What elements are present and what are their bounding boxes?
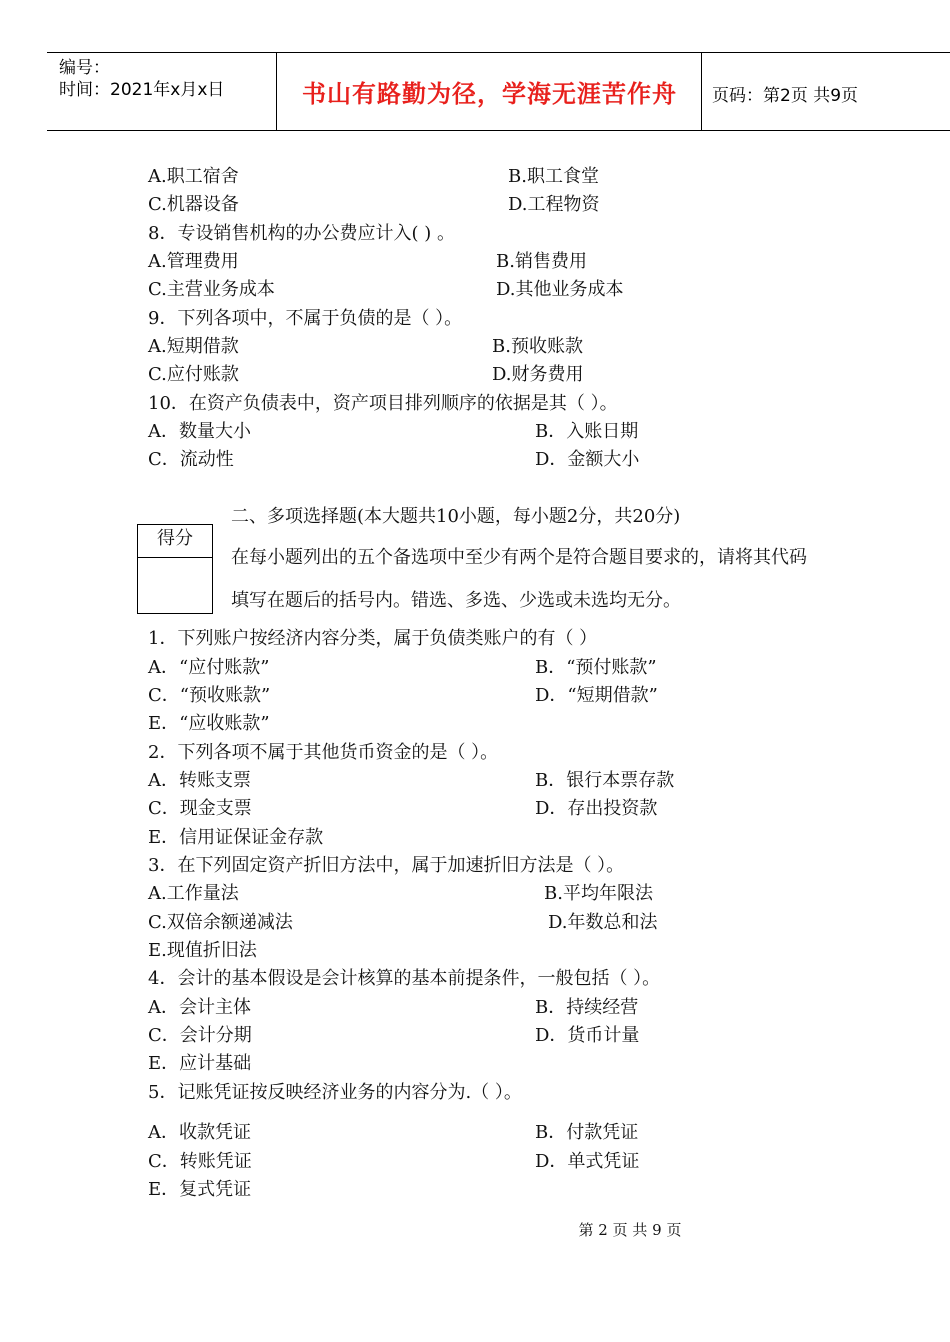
mq3-stem: 3．在下列固定资产折旧方法中，属于加速折旧方法是（ ）。 xyxy=(148,855,625,876)
q7-option-c: C.机器设备 xyxy=(148,194,239,215)
number-label: 编号： xyxy=(59,58,110,78)
mq1-option-e: E．“应收账款” xyxy=(148,713,270,734)
mq4-option-c: C．会计分期 xyxy=(148,1025,252,1046)
page-footer xyxy=(0,1219,950,1240)
section-instruction-line2: 填写在题后的括号内。错选、多选、少选或未选均无分。 xyxy=(231,590,681,611)
mq5-option-c: C．转账凭证 xyxy=(148,1151,252,1172)
mq4-stem: 4．会计的基本假设是会计核算的基本前提条件，一般包括（ ）。 xyxy=(148,968,661,989)
q9-option-c: C.应付账款 xyxy=(148,364,239,385)
mq5-option-e: E．复式凭证 xyxy=(148,1179,252,1200)
mq3-option-b: B.平均年限法 xyxy=(544,883,653,904)
mq4-option-d: D．货币计量 xyxy=(535,1025,640,1046)
q9-option-a: A.短期借款 xyxy=(148,336,239,357)
header-motto: 书山有路勤为径，学海无涯苦作舟 xyxy=(302,80,677,108)
mq3-option-a: A.工作量法 xyxy=(148,883,239,904)
mq1-option-c: C．“预收账款” xyxy=(148,685,271,706)
mq2-option-b: B．银行本票存款 xyxy=(535,770,675,791)
header-page-label: 页码：第2页 共9页 xyxy=(712,86,859,106)
mq4-option-e: E．应计基础 xyxy=(148,1053,252,1074)
mq1-stem: 1．下列账户按经济内容分类，属于负债类账户的有（ ） xyxy=(148,628,598,649)
mq1-option-b: B．“预付账款” xyxy=(535,657,657,678)
mq3-option-e: E.现值折旧法 xyxy=(148,940,257,961)
q7-option-b: B.职工食堂 xyxy=(508,166,599,187)
mq5-option-b: B．付款凭证 xyxy=(535,1122,639,1143)
score-box xyxy=(137,524,213,614)
q8-option-b: B.销售费用 xyxy=(496,251,587,272)
q10-option-b: B．入账日期 xyxy=(535,421,639,442)
q9-option-b: B.预收账款 xyxy=(492,336,583,357)
mq2-stem: 2．下列各项不属于其他货币资金的是（ ）。 xyxy=(148,742,499,763)
header-divider xyxy=(701,53,702,130)
q8-option-a: A.管理费用 xyxy=(148,251,239,272)
q9-stem: 9．下列各项中，不属于负债的是（ ）。 xyxy=(148,308,463,329)
q8-stem: 8．专设销售机构的办公费应计入( ) 。 xyxy=(148,223,455,244)
score-label: 得分 xyxy=(138,525,212,558)
q10-option-d: D．金额大小 xyxy=(535,449,640,470)
mq2-option-d: D．存出投资款 xyxy=(535,798,658,819)
mq3-option-d: D.年数总和法 xyxy=(548,912,658,933)
q10-stem: 10．在资产负债表中，资产项目排列顺序的依据是其（ ）。 xyxy=(148,393,618,414)
mq5-option-d: D．单式凭证 xyxy=(535,1151,640,1172)
mq2-option-a: A．转账支票 xyxy=(148,770,251,791)
mq2-option-e: E．信用证保证金存款 xyxy=(148,827,324,848)
q7-option-d: D.工程物资 xyxy=(508,194,600,215)
q8-option-c: C.主营业务成本 xyxy=(148,279,275,300)
page-header xyxy=(47,52,950,131)
mq3-option-c: C.双倍余额递减法 xyxy=(148,912,293,933)
header-meta xyxy=(59,57,224,101)
header-divider xyxy=(276,53,277,130)
time-label: 时间：2021年x月x日 xyxy=(59,80,225,100)
mq4-option-b: B．持续经营 xyxy=(535,997,639,1018)
footer-page-number: 第 2 页 共 9 页 xyxy=(578,1221,682,1239)
mq4-option-a: A．会计主体 xyxy=(148,997,251,1018)
mq1-option-a: A．“应付账款” xyxy=(148,657,270,678)
mq5-stem: 5．记账凭证按反映经济业务的内容分为.（ ）。 xyxy=(148,1082,522,1103)
mq1-option-d: D．“短期借款” xyxy=(535,685,658,706)
section-instruction-line1: 在每小题列出的五个备选项中至少有两个是符合题目要求的，请将其代码 xyxy=(231,547,807,568)
q7-option-a: A.职工宿舍 xyxy=(148,166,239,187)
section-title: 二、多项选择题(本大题共10小题，每小题2分，共20分) xyxy=(231,506,681,527)
q8-option-d: D.其他业务成本 xyxy=(496,279,624,300)
mq2-option-c: C．现金支票 xyxy=(148,798,252,819)
q10-option-a: A．数量大小 xyxy=(148,421,251,442)
q10-option-c: C．流动性 xyxy=(148,449,234,470)
q9-option-d: D.财务费用 xyxy=(492,364,584,385)
mq5-option-a: A．收款凭证 xyxy=(148,1122,251,1143)
